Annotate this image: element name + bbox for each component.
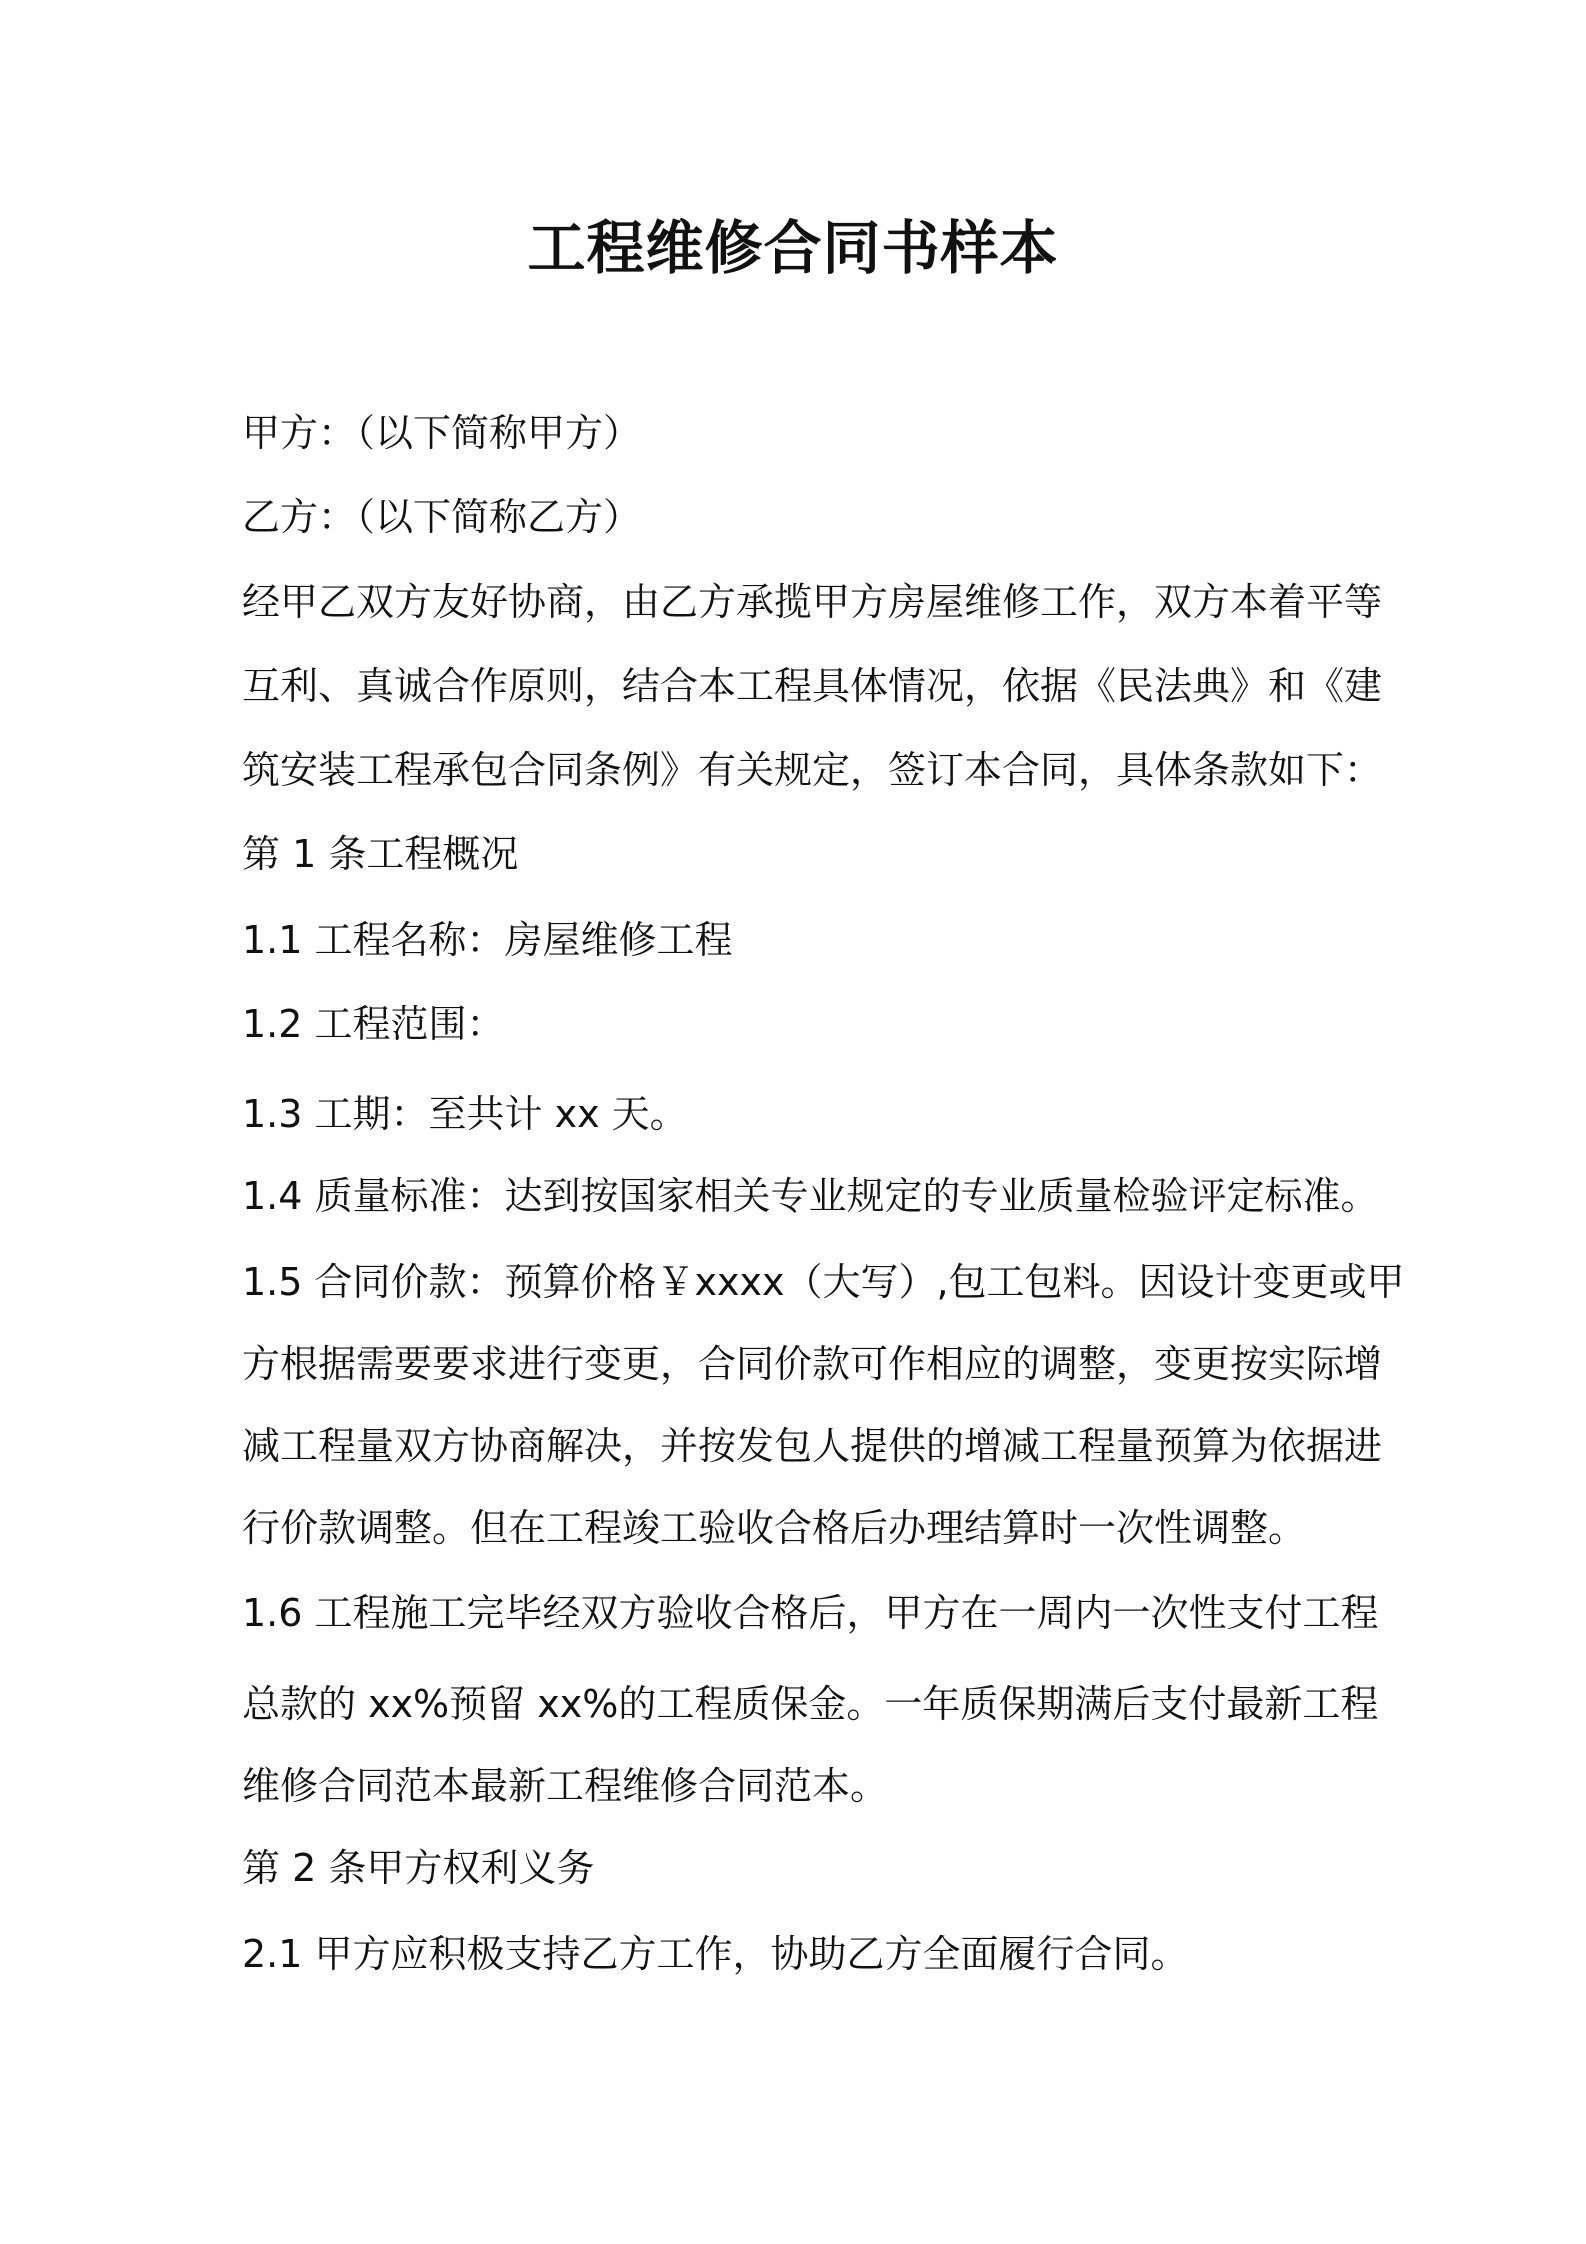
clause-1-1: 1.1 工程名称：房屋维修工程 [242,918,733,962]
party-b-line: 乙方：（以下简称乙方） [242,495,642,539]
clause-1-5-line-1: 1.5 合同价款：预算价格￥xxxx（大写）,包工包料。因设计变更或甲 [242,1260,1405,1304]
article-2-heading: 第 2 条甲方权利义务 [242,1846,595,1890]
clause-1-6-line-3: 维修合同范本最新工程维修合同范本。 [242,1764,889,1808]
document-title: 工程维修合同书样本 [527,214,1059,282]
clause-1-3: 1.3 工期：至共计 xx 天。 [242,1092,688,1136]
clause-1-5-line-3: 减工程量双方协商解决，并按发包人提供的增减工程量预算为依据进 [242,1424,1383,1468]
clause-1-4: 1.4 质量标准：达到按国家相关专业规定的专业质量检验评定标准。 [242,1174,1379,1218]
clause-1-5-line-2: 方根据需要要求进行变更，合同价款可作相应的调整，变更按实际增 [242,1342,1383,1386]
preamble-line-1: 经甲乙双方友好协商，由乙方承揽甲方房屋维修工作，双方本着平等 [242,580,1383,624]
clause-1-6-line-2: 总款的 xx%预留 xx%的工程质保金。一年质保期满后支付最新工程 [242,1682,1379,1726]
article-1-heading: 第 1 条工程概况 [242,832,519,876]
party-a-line: 甲方：（以下简称甲方） [242,411,642,455]
clause-1-5-line-4: 行价款调整。但在工程竣工验收合格后办理结算时一次性调整。 [242,1506,1307,1550]
clause-2-1: 2.1 甲方应积极支持乙方工作，协助乙方全面履行合同。 [242,1932,1189,1976]
clause-1-2: 1.2 工程范围： [242,1002,505,1046]
clause-1-6-line-1: 1.6 工程施工完毕经双方验收合格后，甲方在一周内一次性支付工程 [242,1591,1379,1635]
preamble-line-2: 互利、真诚合作原则，结合本工程具体情况，依据《民法典》和《建 [242,664,1383,708]
preamble-line-3: 筑安装工程承包合同条例》有关规定，签订本合同，具体条款如下： [242,748,1383,792]
